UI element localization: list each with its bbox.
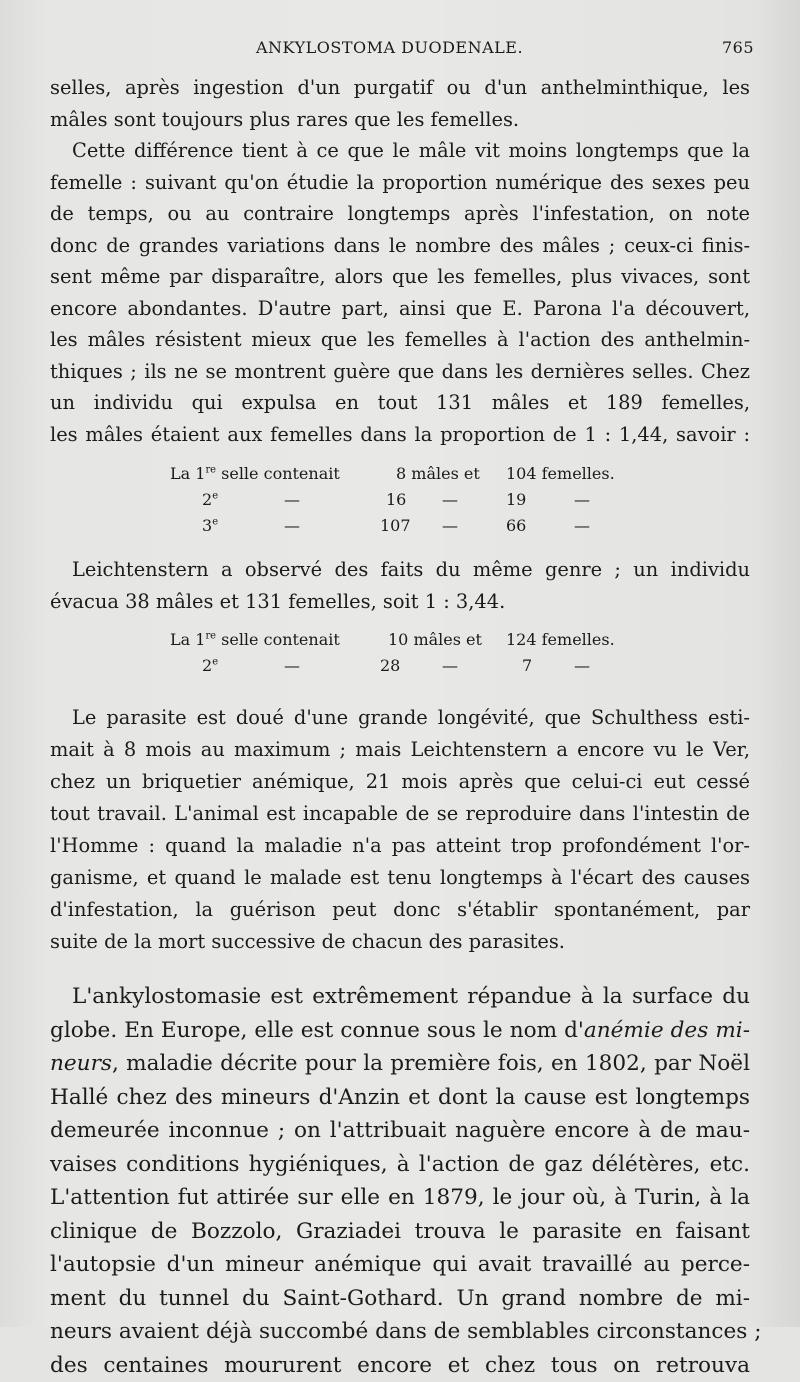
ditto-dash: —	[574, 656, 590, 675]
males-cell: 16	[386, 490, 406, 509]
text-line: chez un briquetier anémique, 21 mois après que celui-ci eut cessé	[50, 766, 750, 798]
ditto-dash: —	[442, 656, 458, 675]
ditto-dash: —	[442, 490, 458, 509]
row-label: 2e	[202, 656, 218, 675]
text-line: l'Homme : quand la maladie n'a pas atteint trop profondément l'or-	[50, 830, 750, 862]
text-line: L'attention fut attirée sur elle en 1879, le jour où, à Turin, à la	[50, 1181, 750, 1215]
table-parona	[50, 464, 750, 542]
text-line: demeurée inconnue ; on l'attribuait naguère encore à de mau-	[50, 1114, 750, 1148]
text-line: tout travail. L'animal est incapable de se reproduire dans l'intestin de	[50, 798, 750, 830]
text-line: clinique de Bozzolo, Graziadei trouva le parasite en faisant	[50, 1215, 750, 1249]
text-line: de temps, ou au contraire longtemps après l'infestation, on note	[50, 198, 750, 230]
table-row	[50, 464, 750, 490]
text-line: mait à 8 mois au maximum ; mais Leichtenstern a encore vu le Ver,	[50, 734, 750, 766]
running-title: ANKYLOSTOMA DUODENALE.	[256, 38, 523, 57]
text-line: ganisme, et quand le malade est tenu longtemps à l'écart des causes	[50, 862, 750, 894]
females-cell: 7	[522, 656, 532, 675]
text-line: un individu qui expulsa en tout 131 mâles et 189 femelles,	[50, 387, 750, 419]
text-line: femelle : suivant qu'on étudie la proportion numérique des sexes peu	[50, 167, 750, 199]
text-line: suite de la mort successive de chacun des parasites.	[50, 926, 750, 958]
text-line: les mâles étaient aux femelles dans la proportion de 1 : 1,44, savoir :	[50, 419, 750, 451]
table-row	[50, 630, 750, 656]
text-line: neurs avaient déjà succombé dans de semblables circonstances ;	[50, 1315, 750, 1349]
text-line: d'infestation, la guérison peut donc s'établir spontanément, par	[50, 894, 750, 926]
table-row	[50, 490, 750, 516]
paragraph-longevity	[50, 702, 750, 958]
text-line: sent même par disparaître, alors que les femelles, plus vivaces, sont	[50, 261, 750, 293]
text-line: Leichtenstern a observé des faits du même genre ; un individu	[50, 554, 750, 586]
page-number: 765	[722, 38, 754, 57]
paragraph-ankylostomasie	[50, 980, 750, 1382]
text-line: Le parasite est doué d'une grande longévité, que Schulthess esti-	[50, 702, 750, 734]
table-row	[50, 656, 750, 682]
text-line: vaises conditions hygiéniques, à l'action de gaz délétères, etc.	[50, 1148, 750, 1182]
males-cell: 28	[380, 656, 400, 675]
table-row	[50, 516, 750, 542]
italic-term: neurs	[50, 1051, 112, 1076]
text-line: Cette différence tient à ce que le mâle vit moins longtemps que la	[50, 135, 750, 167]
text-line: l'autopsie d'un mineur anémique qui avait travaillé au perce-	[50, 1248, 750, 1282]
text-line: L'ankylostomasie est extrêmement répandue à la surface du	[50, 980, 750, 1014]
text-line: ment du tunnel du Saint-Gothard. Un grand nombre de mi-	[50, 1282, 750, 1316]
text-line: les mâles résistent mieux que les femelles à l'action des anthelmin-	[50, 324, 750, 356]
ditto-dash: —	[284, 516, 300, 535]
text-line: mâles sont toujours plus rares que les femelles.	[50, 104, 750, 136]
running-header	[50, 38, 754, 64]
text-line: globe. En Europe, elle est connue sous le nom d'anémie des mi-	[50, 1014, 750, 1048]
text-line: donc de grandes variations dans le nombre des mâles ; ceux-ci finis-	[50, 230, 750, 262]
text-body	[50, 72, 750, 1382]
text-line: évacua 38 mâles et 131 femelles, soit 1 : 3,44.	[50, 586, 750, 618]
table-leichtenstern	[50, 630, 750, 682]
row-label: La 1re selle contenait	[170, 464, 340, 483]
paragraph-parona	[50, 72, 750, 450]
italic-term: anémie des mi-	[584, 1018, 750, 1043]
text-line: des centaines moururent encore et chez tous on retrouva	[50, 1349, 750, 1382]
row-label: 3e	[202, 516, 218, 535]
females-cell: 104 femelles.	[506, 464, 615, 483]
text-line: Hallé chez des mineurs d'Anzin et dont la cause est longtemps	[50, 1081, 750, 1115]
females-cell: 124 femelles.	[506, 630, 615, 649]
ditto-dash: —	[574, 490, 590, 509]
paragraph-leichtenstern	[50, 554, 750, 618]
males-cell: 10 mâles et	[388, 630, 482, 649]
females-cell: 66	[506, 516, 526, 535]
text-line: thiques ; ils ne se montrent guère que dans les dernières selles. Chez	[50, 356, 750, 388]
females-cell: 19	[506, 490, 526, 509]
males-cell: 8 mâles et	[396, 464, 480, 483]
text-line: selles, après ingestion d'un purgatif ou d'un anthelminthique, les	[50, 72, 750, 104]
text-line: neurs, maladie décrite pour la première fois, en 1802, par Noël	[50, 1047, 750, 1081]
ditto-dash: —	[284, 656, 300, 675]
ditto-dash: —	[442, 516, 458, 535]
ditto-dash: —	[284, 490, 300, 509]
row-label: 2e	[202, 490, 218, 509]
row-label: La 1re selle contenait	[170, 630, 340, 649]
text-line: encore abondantes. D'autre part, ainsi que E. Parona l'a découvert,	[50, 293, 750, 325]
males-cell: 107	[380, 516, 411, 535]
ditto-dash: —	[574, 516, 590, 535]
